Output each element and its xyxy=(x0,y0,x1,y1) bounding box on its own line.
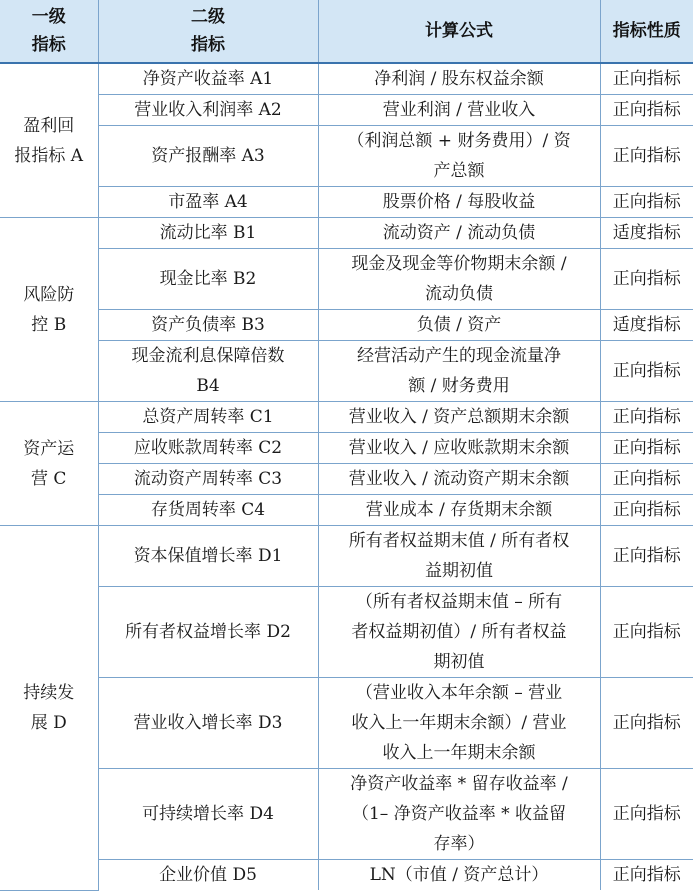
formula-cell xyxy=(318,310,600,341)
header-level1 xyxy=(0,0,98,63)
formula-line: 额 / 财务费用 xyxy=(408,376,510,396)
table-row xyxy=(0,587,693,678)
table-row xyxy=(0,433,693,464)
property-cell: 适度指标 xyxy=(600,218,693,249)
indicator-line: 营业收入增长率 D3 xyxy=(133,713,283,733)
indicator-cell xyxy=(98,249,318,310)
formula-cell xyxy=(318,860,600,891)
property-cell: 适度指标 xyxy=(600,310,693,341)
header-level1-line: 一级 xyxy=(31,7,66,27)
formula-line: 产总额 xyxy=(433,161,485,181)
formula-line: 益期初值 xyxy=(425,561,493,581)
formula-cell xyxy=(318,126,600,187)
indicator-cell xyxy=(98,402,318,433)
property-cell: 正向指标 xyxy=(600,433,693,464)
table-row xyxy=(0,526,693,587)
group-name-cell xyxy=(0,63,98,218)
formula-line: 期初值 xyxy=(433,652,485,672)
header-level2-line: 二级 xyxy=(191,7,225,27)
indicator-line: 应收账款周转率 C2 xyxy=(133,438,283,458)
formula-line: 流动负债 xyxy=(425,284,493,304)
indicator-cell xyxy=(98,495,318,526)
indicator-cell xyxy=(98,433,318,464)
header-formula: 计算公式 xyxy=(318,0,600,63)
indicator-cell xyxy=(98,526,318,587)
property-cell: 正向指标 xyxy=(600,126,693,187)
formula-line: 流动资产 / 流动负债 xyxy=(382,223,536,243)
group-name-line: 展 D xyxy=(30,712,67,733)
indicator-line: 可持续增长率 D4 xyxy=(142,804,274,824)
formula-line: 净利润 / 股东权益余额 xyxy=(374,69,544,89)
indicator-cell xyxy=(98,218,318,249)
formula-line: 营业利润 / 营业收入 xyxy=(382,100,536,120)
formula-line: （利润总额 + 财务费用）/ 资 xyxy=(347,131,571,151)
formula-cell xyxy=(318,187,600,218)
indicator-line: 净资产收益率 A1 xyxy=(142,69,274,89)
formula-line: （营业收入本年余额 – 营业 xyxy=(355,683,563,703)
formula-cell xyxy=(318,218,600,249)
group-name-line: 持续发 xyxy=(23,682,75,703)
indicator-line: 流动比率 B1 xyxy=(159,223,257,243)
property-cell: 正向指标 xyxy=(600,402,693,433)
indicator-line: 企业价值 D5 xyxy=(159,865,257,885)
table-row xyxy=(0,218,693,249)
table-row xyxy=(0,310,693,341)
property-cell: 正向指标 xyxy=(600,63,693,95)
formula-line: 净资产收益率 * 留存收益率 / xyxy=(350,774,568,794)
indicator-cell xyxy=(98,341,318,402)
indicator-cell xyxy=(98,769,318,860)
header-property: 指标性质 xyxy=(600,0,693,63)
formula-line: 者权益期初值）/ 所有者权益 xyxy=(351,622,567,642)
group-name-line: 控 B xyxy=(31,314,67,335)
indicator-cell xyxy=(98,587,318,678)
formula-line: LN（市值 / 资产总计） xyxy=(369,865,549,885)
formula-line: （所有者权益期末值 – 所有 xyxy=(355,592,563,612)
formula-cell xyxy=(318,464,600,495)
formula-cell xyxy=(318,495,600,526)
formula-cell xyxy=(318,341,600,402)
group-name-line: 资产运 xyxy=(23,438,75,459)
table-row xyxy=(0,678,693,769)
group-name-line: 风险防 xyxy=(23,284,75,305)
property-cell: 正向指标 xyxy=(600,587,693,678)
formula-line: 收入上一年期末余额 xyxy=(382,743,536,763)
header-row xyxy=(0,0,693,63)
table-row xyxy=(0,341,693,402)
formula-cell xyxy=(318,769,600,860)
table-row xyxy=(0,769,693,860)
indicator-line: B4 xyxy=(196,376,220,396)
formula-line: 营业成本 / 存货期末余额 xyxy=(365,500,553,520)
property-cell: 正向指标 xyxy=(600,678,693,769)
formula-cell xyxy=(318,587,600,678)
group-name-cell xyxy=(0,526,98,891)
formula-line: 负债 / 资产 xyxy=(416,315,502,335)
indicator-cell xyxy=(98,860,318,891)
property-cell: 正向指标 xyxy=(600,495,693,526)
table-row xyxy=(0,126,693,187)
indicator-line: 市盈率 A4 xyxy=(168,192,248,212)
formula-cell xyxy=(318,63,600,95)
property-cell: 正向指标 xyxy=(600,249,693,310)
property-cell: 正向指标 xyxy=(600,860,693,891)
property-cell: 正向指标 xyxy=(600,187,693,218)
formula-cell xyxy=(318,402,600,433)
formula-line: 收入上一年期末余额）/ 营业 xyxy=(351,713,567,733)
formula-line: 营业收入 / 资产总额期末余额 xyxy=(348,407,570,427)
group-name-line: 报指标 A xyxy=(14,145,84,166)
property-cell: 正向指标 xyxy=(600,769,693,860)
header-level2 xyxy=(98,0,318,63)
header-level2-line: 指标 xyxy=(191,35,225,55)
formula-line: 现金及现金等价物期末余额 / xyxy=(351,254,567,274)
indicator-cell xyxy=(98,95,318,126)
indicator-cell xyxy=(98,63,318,95)
property-cell: 正向指标 xyxy=(600,526,693,587)
property-cell: 正向指标 xyxy=(600,341,693,402)
indicator-cell xyxy=(98,187,318,218)
formula-line: 所有者权益期末值 / 所有者权 xyxy=(348,531,570,551)
indicator-line: 流动资产周转率 C3 xyxy=(133,469,283,489)
indicator-cell xyxy=(98,126,318,187)
formula-line: 存率） xyxy=(433,834,485,854)
formula-line: 营业收入 / 流动资产期末余额 xyxy=(348,469,570,489)
indicator-line: 资本保值增长率 D1 xyxy=(133,546,283,566)
indicator-line: 现金比率 B2 xyxy=(159,269,257,289)
indicator-cell xyxy=(98,464,318,495)
group-name-line: 营 C xyxy=(31,468,67,489)
group-name-cell xyxy=(0,218,98,402)
group-name-line: 盈利回 xyxy=(23,115,75,136)
formula-line: 营业收入 / 应收账款期末余额 xyxy=(348,438,570,458)
formula-cell xyxy=(318,526,600,587)
indicator-line: 现金流利息保障倍数 xyxy=(131,346,285,366)
table-row xyxy=(0,495,693,526)
indicator-cell xyxy=(98,310,318,341)
header-level1-line: 指标 xyxy=(31,35,66,55)
formula-line: （1– 净资产收益率 * 收益留 xyxy=(351,804,567,824)
indicator-cell xyxy=(98,678,318,769)
formula-cell xyxy=(318,95,600,126)
indicator-line: 营业收入利润率 A2 xyxy=(134,100,282,120)
table-row xyxy=(0,464,693,495)
table-row xyxy=(0,860,693,891)
table-row xyxy=(0,63,693,95)
table-row xyxy=(0,187,693,218)
formula-cell xyxy=(318,678,600,769)
formula-cell xyxy=(318,433,600,464)
indicator-line: 所有者权益增长率 D2 xyxy=(125,622,291,642)
table-row xyxy=(0,95,693,126)
formula-cell xyxy=(318,249,600,310)
formula-line: 股票价格 / 每股收益 xyxy=(382,192,536,212)
property-cell: 正向指标 xyxy=(600,464,693,495)
table-row xyxy=(0,402,693,433)
group-name-cell xyxy=(0,402,98,526)
formula-line: 经营活动产生的现金流量净 xyxy=(357,346,561,366)
indicator-line: 存货周转率 C4 xyxy=(150,500,266,520)
property-cell: 正向指标 xyxy=(600,95,693,126)
indicator-line: 资产报酬率 A3 xyxy=(151,146,265,166)
table-row xyxy=(0,249,693,310)
indicator-line: 资产负债率 B3 xyxy=(151,315,265,335)
indicator-line: 总资产周转率 C1 xyxy=(142,407,274,427)
